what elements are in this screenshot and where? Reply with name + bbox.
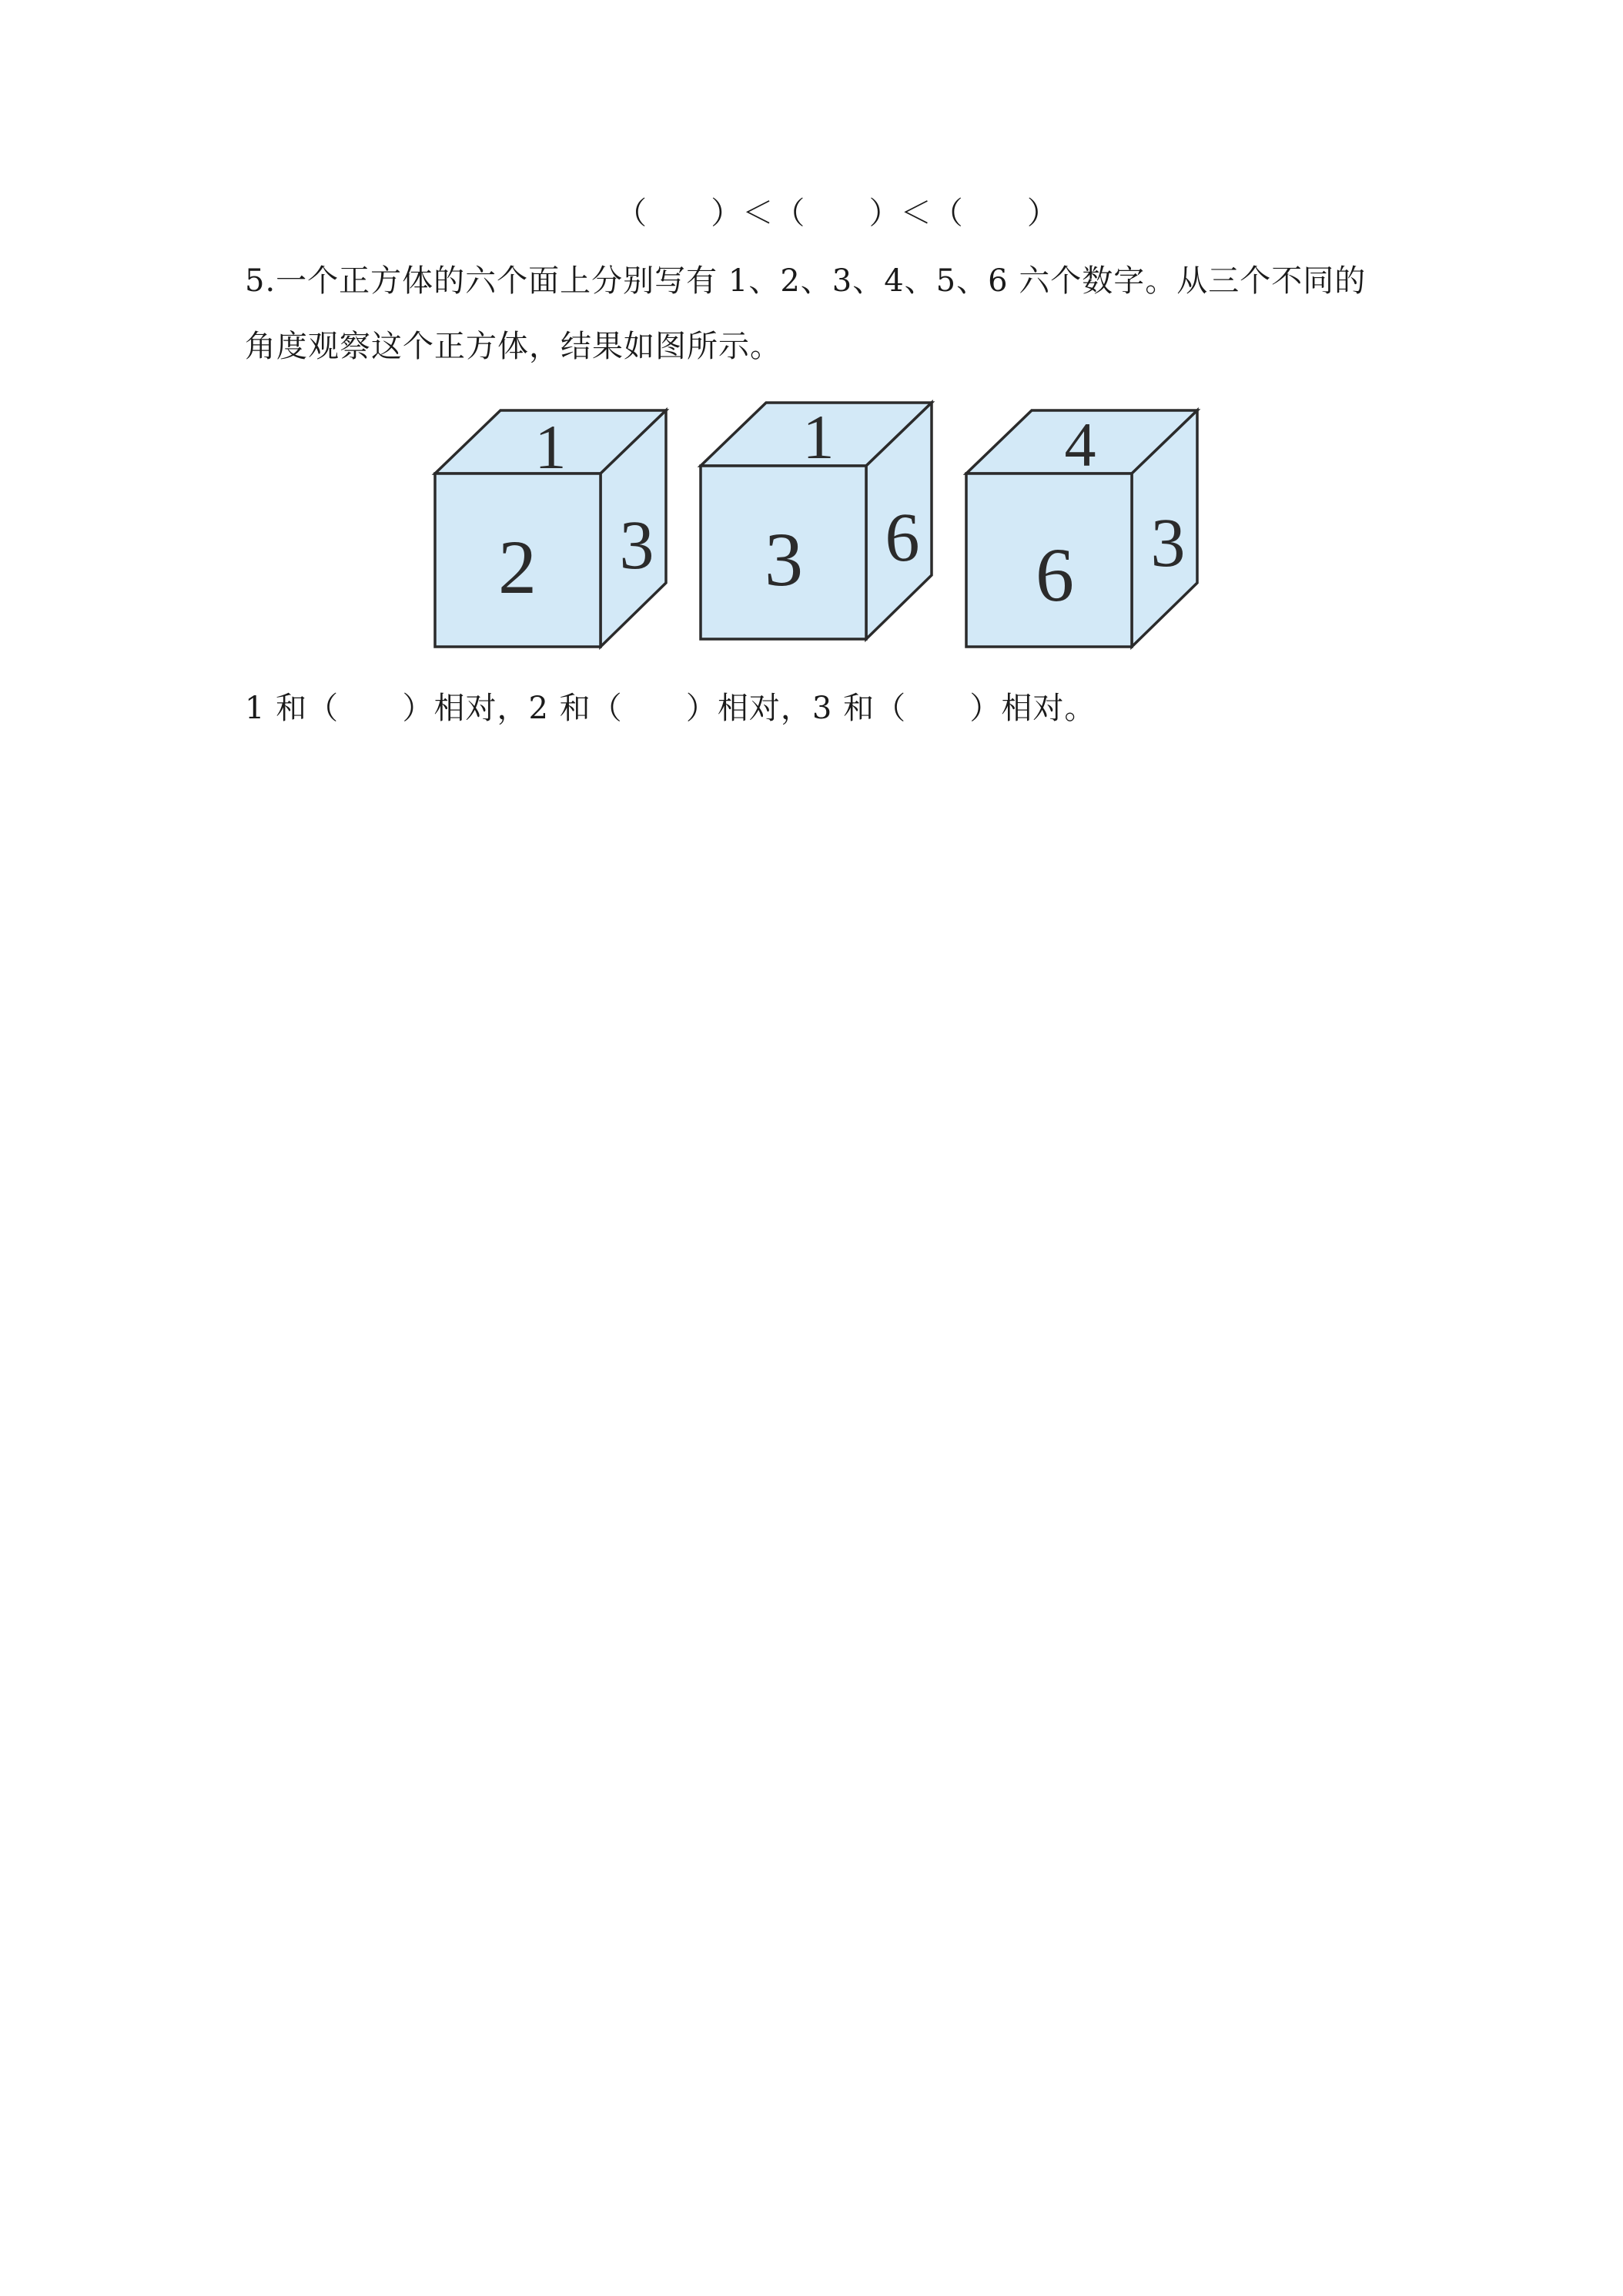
cube-1-front-number: 2 [498, 524, 537, 610]
answer-blanks-line: 1 和（ ）相对，2 和（ ）相对，3 和（ ）相对。 [245, 691, 1096, 726]
cube-1 [435, 410, 666, 647]
cube-3-top-number: 4 [1064, 410, 1096, 480]
cube-3-right-number: 3 [1150, 505, 1186, 581]
cubes-figure [427, 397, 1209, 658]
cube-3 [966, 410, 1197, 647]
cube-3-front-number: 6 [1036, 532, 1074, 618]
comparison-blanks: （ ）＜（ ）＜（ ） [616, 196, 1059, 231]
cube-1-right-number: 3 [619, 507, 654, 584]
cube-1-top-number: 1 [534, 412, 567, 482]
cube-2 [701, 402, 932, 639]
question-text-line-2: 角度观察这个正方体，结果如图所示。 [245, 329, 781, 364]
cube-2-top-number: 1 [802, 402, 835, 472]
cube-2-front-number: 3 [765, 517, 803, 602]
cube-2-right-number: 6 [885, 500, 920, 576]
question-text-line-1: 5.一个正方体的六个面上分别写有 1、2、3、4、5、6 六个数字。从三个不同的 [245, 263, 1367, 299]
